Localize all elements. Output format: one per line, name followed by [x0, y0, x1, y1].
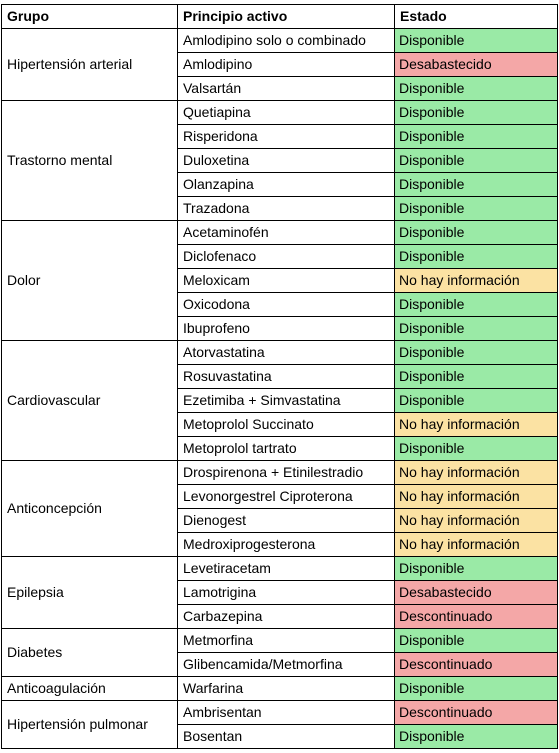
status-cell: Disponible: [395, 149, 558, 173]
status-cell: Disponible: [395, 629, 558, 653]
status-cell: Disponible: [395, 557, 558, 581]
ingredient-cell: Ambrisentan: [178, 701, 395, 725]
ingredient-cell: Bosentan: [178, 725, 395, 749]
status-cell: No hay información: [395, 461, 558, 485]
group-cell: Diabetes: [2, 629, 178, 677]
status-cell: Disponible: [395, 365, 558, 389]
status-cell: Disponible: [395, 77, 558, 101]
status-cell: Descontinuado: [395, 701, 558, 725]
table-row: [2, 101, 558, 125]
ingredient-cell: Ezetimiba + Simvastatina: [178, 389, 395, 413]
table-row: [2, 701, 558, 725]
group-cell: Anticoncepción: [2, 461, 178, 557]
ingredient-cell: Rosuvastatina: [178, 365, 395, 389]
header-status: Estado: [395, 5, 558, 29]
group-cell: Hipertensión arterial: [2, 29, 178, 101]
table-row: [2, 677, 558, 701]
group-cell: Trastorno mental: [2, 101, 178, 221]
ingredient-cell: Warfarina: [178, 677, 395, 701]
ingredient-cell: Quetiapina: [178, 101, 395, 125]
status-cell: Disponible: [395, 125, 558, 149]
ingredient-cell: Atorvastatina: [178, 341, 395, 365]
table-row: [2, 557, 558, 581]
status-cell: Disponible: [395, 437, 558, 461]
header-row: [2, 5, 558, 29]
ingredient-cell: Valsartán: [178, 77, 395, 101]
group-cell: Cardiovascular: [2, 341, 178, 461]
ingredient-cell: Ibuprofeno: [178, 317, 395, 341]
status-cell: Disponible: [395, 293, 558, 317]
status-cell: Disponible: [395, 341, 558, 365]
table-row: [2, 341, 558, 365]
status-cell: Disponible: [395, 173, 558, 197]
ingredient-cell: Duloxetina: [178, 149, 395, 173]
ingredient-cell: Metoprolol Succinato: [178, 413, 395, 437]
table-row: [2, 29, 558, 53]
ingredient-cell: Amlodipino: [178, 53, 395, 77]
group-cell: Hipertensión pulmonar: [2, 701, 178, 749]
ingredient-cell: Trazadona: [178, 197, 395, 221]
status-cell: Disponible: [395, 245, 558, 269]
ingredient-cell: Drospirenona + Etinilestradio: [178, 461, 395, 485]
status-cell: Disponible: [395, 221, 558, 245]
ingredient-cell: Meloxicam: [178, 269, 395, 293]
status-cell: Disponible: [395, 389, 558, 413]
ingredient-cell: Levonorgestrel Ciproterona: [178, 485, 395, 509]
table-body: [2, 29, 558, 749]
ingredient-cell: Lamotrigina: [178, 581, 395, 605]
status-cell: Descontinuado: [395, 653, 558, 677]
status-cell: Disponible: [395, 29, 558, 53]
ingredient-cell: Risperidona: [178, 125, 395, 149]
status-cell: No hay información: [395, 413, 558, 437]
status-cell: No hay información: [395, 269, 558, 293]
status-cell: Desabastecido: [395, 53, 558, 77]
status-cell: Disponible: [395, 317, 558, 341]
ingredient-cell: Diclofenaco: [178, 245, 395, 269]
ingredient-cell: Dienogest: [178, 509, 395, 533]
ingredient-cell: Metmorfina: [178, 629, 395, 653]
ingredient-cell: Acetaminofén: [178, 221, 395, 245]
ingredient-cell: Amlodipino solo o combinado: [178, 29, 395, 53]
table-row: [2, 629, 558, 653]
header-group: Grupo: [2, 5, 178, 29]
ingredient-cell: Carbazepina: [178, 605, 395, 629]
group-cell: Dolor: [2, 221, 178, 341]
status-cell: No hay información: [395, 485, 558, 509]
medication-availability-table: [1, 4, 558, 749]
table-row: [2, 461, 558, 485]
table-row: [2, 221, 558, 245]
status-cell: Disponible: [395, 197, 558, 221]
group-cell: Anticoagulación: [2, 677, 178, 701]
ingredient-cell: Metoprolol tartrato: [178, 437, 395, 461]
status-cell: No hay información: [395, 533, 558, 557]
ingredient-cell: Medroxiprogesterona: [178, 533, 395, 557]
header-ingredient: Principio activo: [178, 5, 395, 29]
ingredient-cell: Levetiracetam: [178, 557, 395, 581]
ingredient-cell: Oxicodona: [178, 293, 395, 317]
status-cell: Descontinuado: [395, 605, 558, 629]
group-cell: Epilepsia: [2, 557, 178, 629]
ingredient-cell: Glibencamida/Metmorfina: [178, 653, 395, 677]
ingredient-cell: Olanzapina: [178, 173, 395, 197]
status-cell: Desabastecido: [395, 581, 558, 605]
status-cell: Disponible: [395, 725, 558, 749]
status-cell: Disponible: [395, 101, 558, 125]
status-cell: Disponible: [395, 677, 558, 701]
status-cell: No hay información: [395, 509, 558, 533]
